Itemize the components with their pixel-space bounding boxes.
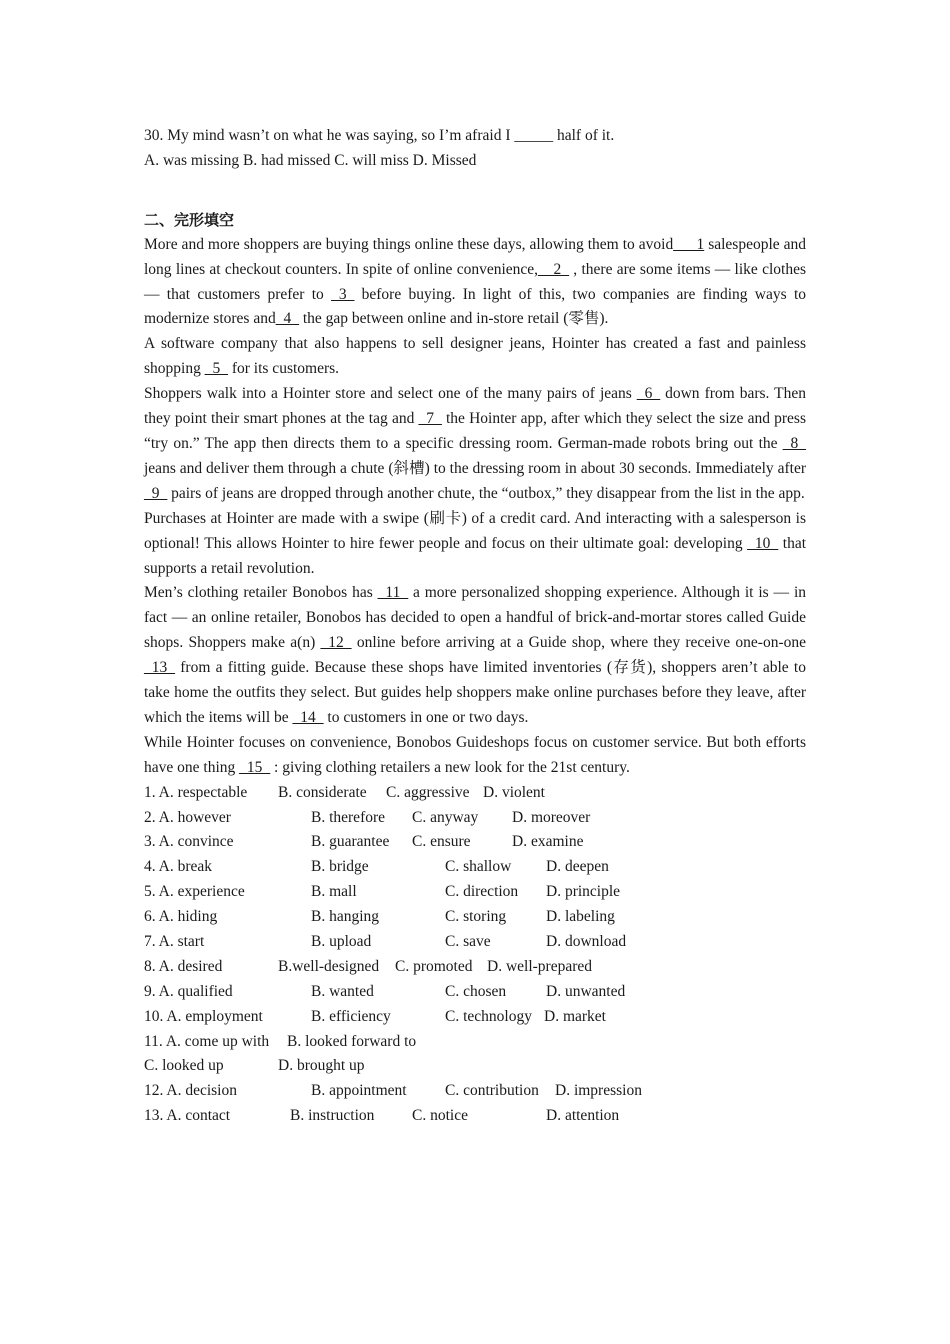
option-a: 4. A. break — [144, 858, 213, 876]
option-b: B.well-designed — [278, 957, 380, 975]
blank-14: _14_ — [292, 708, 324, 726]
passage-paragraph-6 — [144, 731, 806, 781]
option-d: D. deepen — [546, 858, 609, 876]
p3-text-1: Shoppers walk into a Hointer store and select one of the many pairs of jeans — [144, 385, 637, 403]
option-row-4 — [144, 855, 806, 880]
p5-text-3: online before arriving at a Guide shop, where they receive one-on-one — [351, 634, 806, 652]
p4-text-1: Purchases at Hointer are made with a swipe (刷卡) of a credit card. And interacting with a salesperson is optional! This allows Hointer to hire fewer people and focus on their ultimate goal: developing — [144, 509, 806, 552]
option-a: 1. A. respectable — [144, 783, 248, 801]
section-heading: 二、完形填空 — [144, 210, 235, 229]
option-b: B. guarantee — [311, 833, 390, 851]
q30-stem-after: half of it. — [553, 127, 615, 144]
option-c: C. promoted — [395, 957, 473, 975]
option-d: D. market — [544, 1007, 606, 1025]
p6-text-2: : giving clothing retailers a new look for the 21st century. — [270, 758, 630, 776]
option-a: 6. A. hiding — [144, 908, 218, 926]
passage-paragraph-5 — [144, 581, 806, 730]
p5-text-4: from a fitting guide. Because these shops have limited inventories (存货), shoppers aren’t able to take home the outfits they select. But guides help shoppers make online purchases before they leave, after which the items will be — [144, 659, 806, 726]
option-row-10 — [144, 1005, 806, 1030]
p1-text-2: salespeople and long lines at checkout counters. In spite of online convenience, — [144, 235, 806, 278]
option-c: C. chosen — [445, 982, 507, 1000]
option-a: 11. A. come up with — [144, 1032, 270, 1050]
option-c: C. anyway — [412, 808, 479, 826]
blank-6: _6_ — [636, 385, 661, 403]
option-a: 12. A. decision — [144, 1082, 237, 1100]
blank-13: _13_ — [144, 659, 175, 677]
option-a: 7. A. start — [144, 933, 205, 950]
option-d: D. unwanted — [546, 982, 626, 1000]
option-row-3 — [144, 830, 806, 855]
document-page — [144, 124, 806, 1129]
option-d: D. examine — [512, 833, 584, 851]
option-b: B. instruction — [290, 1107, 375, 1125]
option-b: B. hanging — [311, 908, 380, 926]
option-a: 13. A. contact — [144, 1107, 231, 1125]
blank-7: _7_ — [418, 410, 442, 428]
p1-text-4: before buying. In light of this, two companies are finding ways to modernize stores and — [144, 285, 806, 328]
option-b: B. therefore — [311, 808, 386, 826]
p2-text-2: for its customers. — [227, 360, 340, 378]
blank-3: _3_ — [331, 285, 355, 303]
option-c: C. technology — [445, 1007, 532, 1025]
option-c: C. notice — [412, 1107, 468, 1125]
p5-text-2: a more personalized shopping experience. Although it is — in fact — an online retailer, Bonobos has decided to open a handful of brick-and-mortar stores called Guide shops. Shoppers make a(n) — [144, 584, 807, 652]
option-row-11b — [144, 1054, 806, 1079]
option-c: C. storing — [445, 908, 507, 926]
blank-9: _9_ — [144, 484, 168, 502]
passage-paragraph-2 — [144, 332, 806, 382]
option-row-11a — [144, 1030, 806, 1055]
p3-text-4: jeans and deliver them through a chute (斜槽) to the dressing room in about 30 seconds. Immediately after — [144, 459, 806, 477]
option-b: B. mall — [311, 883, 357, 901]
option-a: 9. A. qualified — [144, 982, 233, 1000]
q30-blank: _____ — [514, 127, 554, 144]
blank-12: _12_ — [320, 634, 352, 652]
option-a: 8. A. desired — [144, 957, 223, 975]
option-d: D. brought up — [278, 1057, 365, 1075]
option-b: B. appointment — [311, 1082, 407, 1100]
option-b: B. efficiency — [311, 1007, 391, 1025]
option-d: D. violent — [483, 783, 545, 801]
option-b: B. considerate — [278, 783, 367, 801]
option-c: C. save — [445, 933, 491, 950]
option-d: D. moreover — [512, 808, 591, 826]
p3-text-2: down from bars. Then they point their smart phones at the tag and — [144, 385, 806, 428]
p3-text-5: pairs of jeans are dropped through another chute, the “outbox,” they disappear from the list in the app. — [167, 484, 805, 502]
p6-text-1: While Hointer focuses on convenience, Bonobos Guideshops focus on customer service. But both efforts have one thing — [144, 733, 806, 776]
q30-stem-before: 30. My mind wasn’t on what he was saying, so I’m afraid I — [144, 127, 515, 144]
option-c: C. ensure — [412, 833, 471, 851]
option-c: C. looked up — [144, 1057, 224, 1075]
p2-text-1: A software company that also happens to sell designer jeans, Hointer has created a fast and painless shopping — [144, 335, 806, 378]
option-a: 3. A. convince — [144, 833, 234, 851]
option-c: C. direction — [445, 883, 519, 901]
passage-paragraph-1 — [144, 233, 806, 333]
p1-text-5: the gap between online and in-store retail (零售). — [298, 310, 609, 328]
option-d: D. impression — [555, 1082, 642, 1100]
option-b: B. looked forward to — [287, 1032, 417, 1050]
option-d: D. labeling — [546, 908, 615, 926]
question-30-options: A. was missing B. had missed C. will miss D. Missed — [144, 151, 477, 169]
option-d: D. principle — [546, 883, 621, 901]
option-a: 10. A. employment — [144, 1007, 263, 1025]
option-a: 5. A. experience — [144, 883, 245, 901]
p5-text-5: to customers in one or two days. — [323, 708, 529, 726]
blank-10: _10_ — [747, 534, 779, 552]
blank-5: _5_ — [204, 360, 228, 378]
p1-text-3: , there are some items — like clothes — that customers prefer to — [144, 260, 806, 303]
option-row-13 — [144, 1104, 806, 1129]
blank-4: _4_ — [275, 310, 299, 328]
passage-paragraph-3 — [144, 382, 806, 507]
blank-1: ___1 — [673, 235, 705, 253]
blank-11: _11_ — [377, 584, 409, 602]
option-row-5 — [144, 880, 806, 905]
option-row-9 — [144, 980, 806, 1005]
option-row-6 — [144, 905, 806, 930]
blank-15: _15_ — [239, 758, 271, 776]
p4-text-2: that supports a retail revolution. — [144, 534, 807, 577]
option-d: D. well-prepared — [487, 957, 593, 975]
option-c: C. shallow — [445, 858, 512, 876]
p3-text-3: the Hointer app, after which they select the size and press “try on.” The app then directs them to a specific dressing room. German-made robots bring out the — [144, 410, 807, 452]
option-row-8 — [144, 955, 806, 980]
option-row-2 — [144, 806, 806, 831]
option-d: D. download — [546, 933, 627, 950]
blank-8: _8_ — [782, 434, 806, 452]
blank-2: __2_ — [538, 260, 570, 278]
option-c: C. aggressive — [386, 783, 470, 801]
question-30-stem — [144, 124, 806, 149]
p1-text-1: More and more shoppers are buying things online these days, allowing them to avoid — [144, 235, 674, 253]
passage-paragraph-4 — [144, 507, 806, 582]
option-row-7 — [144, 930, 806, 955]
option-row-1 — [144, 781, 806, 806]
option-b: B. bridge — [311, 858, 369, 876]
option-d: D. attention — [546, 1107, 620, 1125]
option-c: C. contribution — [445, 1082, 539, 1100]
option-a: 2. A. however — [144, 808, 231, 826]
option-row-12 — [144, 1079, 806, 1104]
p5-text-1: Men’s clothing retailer Bonobos has — [144, 584, 378, 602]
option-b: B. upload — [311, 933, 372, 950]
option-b: B. wanted — [311, 982, 374, 1000]
